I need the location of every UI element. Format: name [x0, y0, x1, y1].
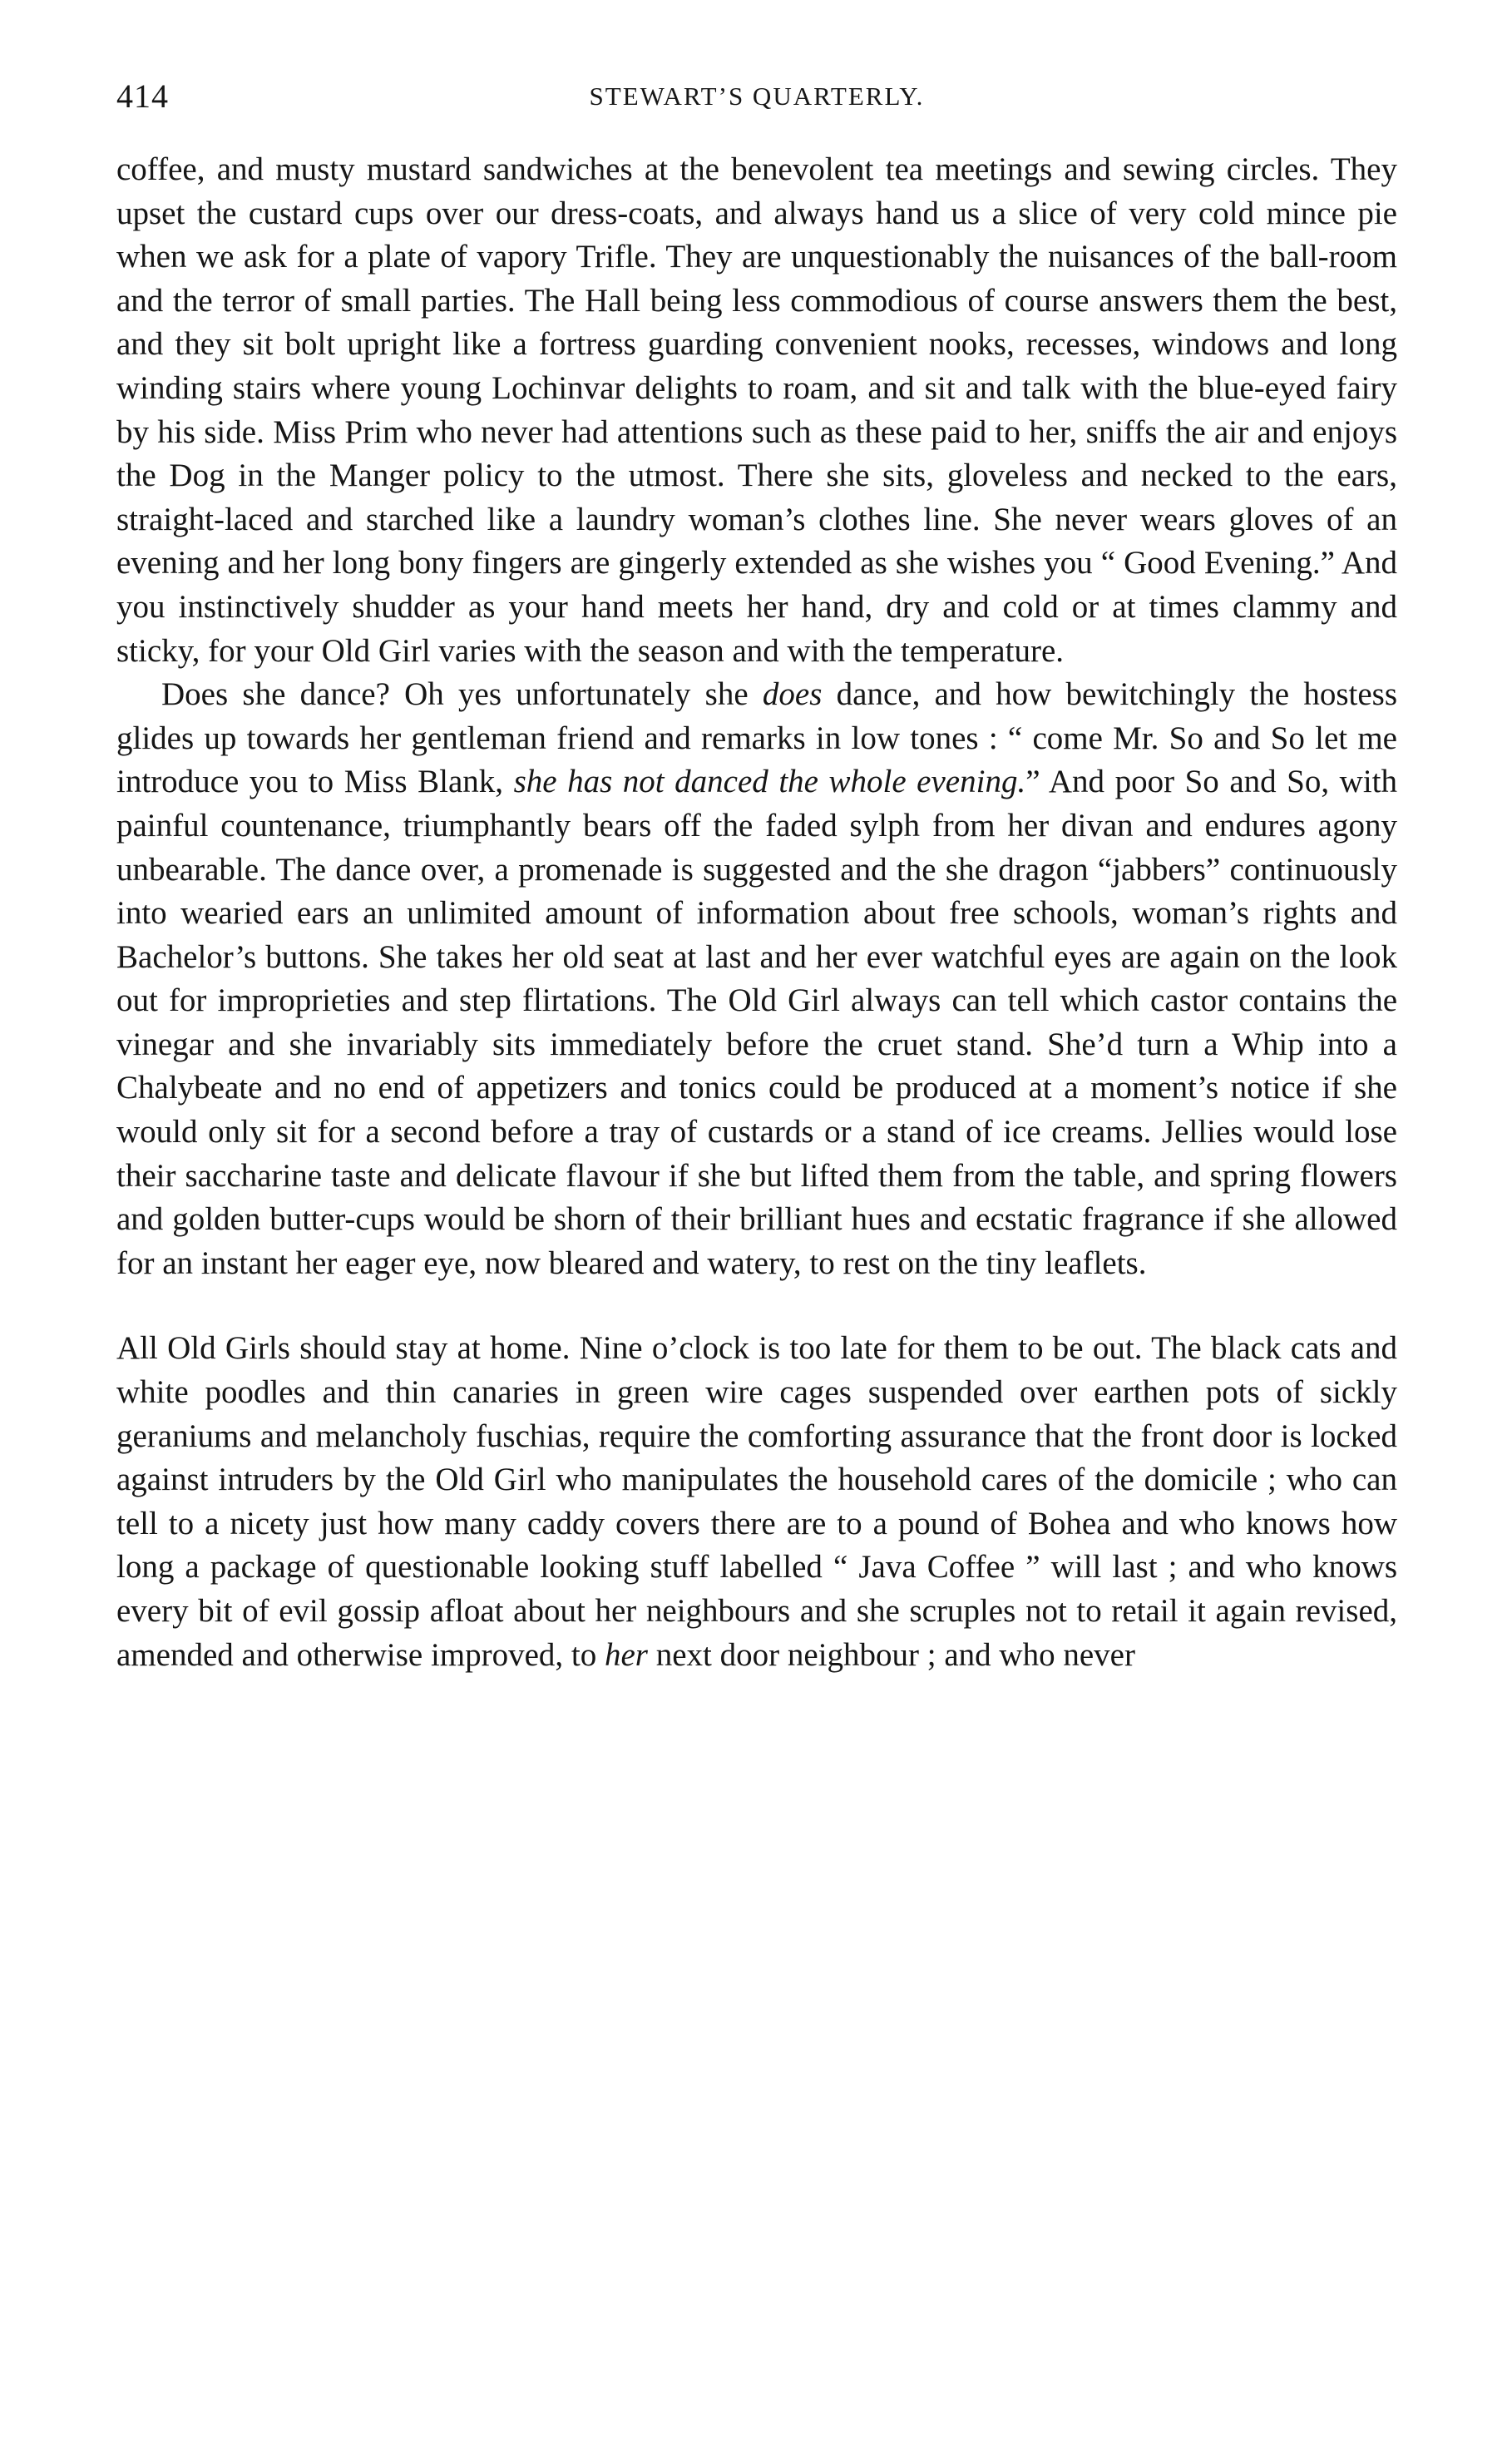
paragraph-continuation: coffee, and musty mustard sandwiches at the benevolent tea meetings and sewing circles. They upset the custard cups over our dress-coats, and always hand us a slice of very cold mince pie when we ask for a plate of vapory Trifle. They are unquestionably the nuisances of the ball-room and the terror of small parties. The Hall being less commodious of course answers them the best, and they sit bolt upright like a fortress guarding convenient nooks, recesses, windows and long winding stairs where young Lochinvar delights to roam, and sit and talk with the blue-eyed fairy by his side. Miss Prim who never had attentions such as these paid to her, sniffs the air and enjoys the Dog in the Manger policy to the utmost. There she sits, gloveless and necked to the ears, straight-laced and starched like a laundry woman’s clothes line. She never wears gloves of an evening and her long bony fingers are gingerly extended as she wishes you “ Good Evening.” And you instinctively shudder as your hand meets her hand, dry and cold or at times clammy and sticky, for your Old Girl varies with the season and with the temperature.	[116, 151, 1397, 669]
page-number: 414	[116, 77, 169, 115]
text-run: Does she dance? Oh yes unfortunately she	[161, 676, 763, 713]
text-run: next door neighbour ; and who never	[648, 1636, 1135, 1673]
paragraph-dance	[116, 673, 1397, 1285]
paragraph-stay-home	[116, 1327, 1397, 1677]
running-head	[116, 77, 1397, 118]
italic-run: does	[762, 676, 823, 713]
italic-run: her	[605, 1636, 648, 1673]
body-text	[116, 148, 1397, 1677]
text-run: dance, and how bewitchingly the hostess glides up towards her gentleman friend and remarks in low tones : “ come Mr. So and So let me introduce you to Miss Blank,	[116, 676, 1398, 800]
text-run: All Old Girls should stay at home. Nine o’clock is too late for them to be out. The black cats and white poodles and thin canaries in green wire cages suspended over earthen pots of sickly geraniums and melancholy fuschias, require the comforting assurance that the front door is locked against intruders by the Old Girl who manipulates the household cares of the domicile ; who can tell to a nicety just how many caddy covers there are to a pound of Bohea and who knows how long a package of questionable looking stuff labelled “ Java Coffee ” will last ; and who knows every bit of evil gossip afloat about her neighbours and she scruples not to retail it again revised, amended and otherwise improved, to	[116, 1330, 1397, 1673]
journal-title: STEWART’S QUARTERLY.	[589, 82, 925, 111]
italic-quote: she has not danced the whole evening.	[513, 764, 1026, 800]
text-run: ” And poor So and So, with painful countenance, triumphantly bears off the faded sylph from her divan and endures agony unbearable. The dance over, a promenade is suggested and the she dragon “jabbers” continuously into wearied ears an unlimited amount of information about free schools, woman’s rights and Bachelor’s buttons. She takes her old seat at last and her ever watchful eyes are again on the look out for improprieties and step flirtations. The Old Girl always can tell which castor contains the vinegar and she invariably sits immediately before the cruet stand. She’d turn a Whip into a Chalybeate and no end of appetizers and tonics could be produced at a moment’s notice if she would only sit for a second before a tray of custards or a stand of ice creams. Jellies would lose their saccharine taste and delicate flavour if she but lifted them from the table, and spring flowers and golden butter-cups would be shorn of their brilliant hues and ecstatic fragrance if she allowed for an instant her eager eye, now bleared and watery, to rest on the tiny leaflets.	[116, 764, 1397, 1281]
